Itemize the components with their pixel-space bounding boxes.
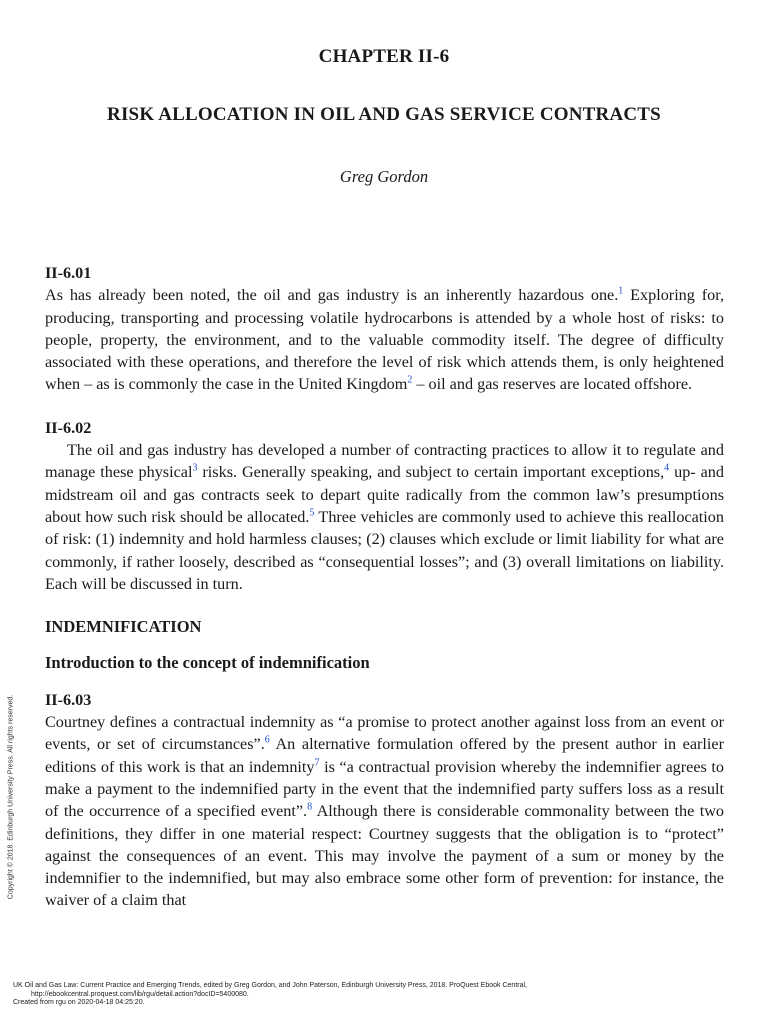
paragraph-602: The oil and gas industry has developed a number of contracting practices to allow it to regulate and manage these physical$^3$ risks. Generally speaking, and subject to certain important exceptions,$^4$ up- and midstream oil and gas contracts seek to depart quite radically from the common law’s presumptions about how such risk should be allocated.$^5$ Three vehicles are commonly used to achieve this reallocation of risk: (1) indemnity and hold harmless clauses; (2) clauses which exclude or limit liability for what are commonly, if rather loosely, described as “consequential losses”; and (3) overall limitations on liability. Each will be discussed in turn.	[45, 441, 724, 593]
footnote-ref[interactable]: 6	[264, 734, 270, 746]
paragraph-601: As has already been noted, the oil and gas industry is an inherently hazardous one.$^1$ Exploring for, producing, transporting and processing volatile hydrocarbons is attended by a whole host of risks: to people, property, the environment, and to the valuable commodity itself. The degree of difficulty associated with these operations, and therefore the level of risk which attends them, is only heightened when – as is commonly the case in the United Kingdom$^2$ – oil and gas reserves are located offshore.	[45, 285, 724, 394]
footnote-ref[interactable]: 4	[664, 462, 670, 474]
footnote-ref[interactable]: 5	[309, 507, 315, 519]
copyright-text: Copyright © 2018. Edinburgh University Press. All rights reserved.	[7, 694, 15, 900]
footnote-ref[interactable]: 3	[192, 462, 198, 474]
footnote-ref[interactable]: 7	[314, 757, 320, 769]
section-heading: INDEMNIFICATION	[45, 617, 202, 637]
copyright-sidebar	[0, 684, 22, 910]
footnote-ref[interactable]: 8	[307, 801, 313, 813]
chapter-number: CHAPTER II-6	[318, 46, 450, 67]
paragraph-number: II-6.03	[45, 690, 92, 709]
chapter-title: RISK ALLOCATION IN OIL AND GAS SERVICE CONTRACTS	[107, 104, 661, 125]
author-name: Greg Gordon	[339, 167, 429, 186]
footer-citation: UK Oil and Gas Law: Current Practice and Emerging Trends, edited by Greg Gordon, and John Paterson, Edinburgh University Press, 2018. ProQuest Ebook Central,	[13, 982, 527, 989]
paragraph-number: II-6.02	[45, 418, 92, 437]
footer-url[interactable]: http://ebookcentral.proquest.com/lib/rgu/detail.action?docID=5400080.	[31, 990, 249, 998]
paragraph-603: Courtney defines a contractual indemnity as “a promise to protect another against loss from an event or events, or set of circumstances”.$^6$ An alternative formulation offered by the present author in earlier editions of this work is that an indemnity$^7$ is “a contractual provision whereby the indemnifier agrees to make a payment to the indemnified party in the event that the indemnified party suffers loss as a result of the occurrence of a specified event”.$^8$ Although there is considerable commonality between the two definitions, they differ in one material respect: Courtney suggests that the obligation is to “protect” against the consequences of an event. This may involve the payment of a sum or money by the indemnifier to the indemnified, but may also embrace some other form of prevention: for instance, the waiver of a claim that	[45, 713, 724, 910]
paragraph-number: II-6.01	[45, 264, 92, 282]
page-footer	[13, 982, 753, 1008]
chapter-body	[45, 262, 724, 912]
footnote-ref[interactable]: 2	[407, 375, 413, 387]
footnote-ref[interactable]: 1	[618, 285, 624, 297]
footer-created: Created from rgu on 2020-04-18 04:25:20.	[13, 999, 145, 1006]
subsection-heading: Introduction to the concept of indemnification	[45, 653, 370, 673]
